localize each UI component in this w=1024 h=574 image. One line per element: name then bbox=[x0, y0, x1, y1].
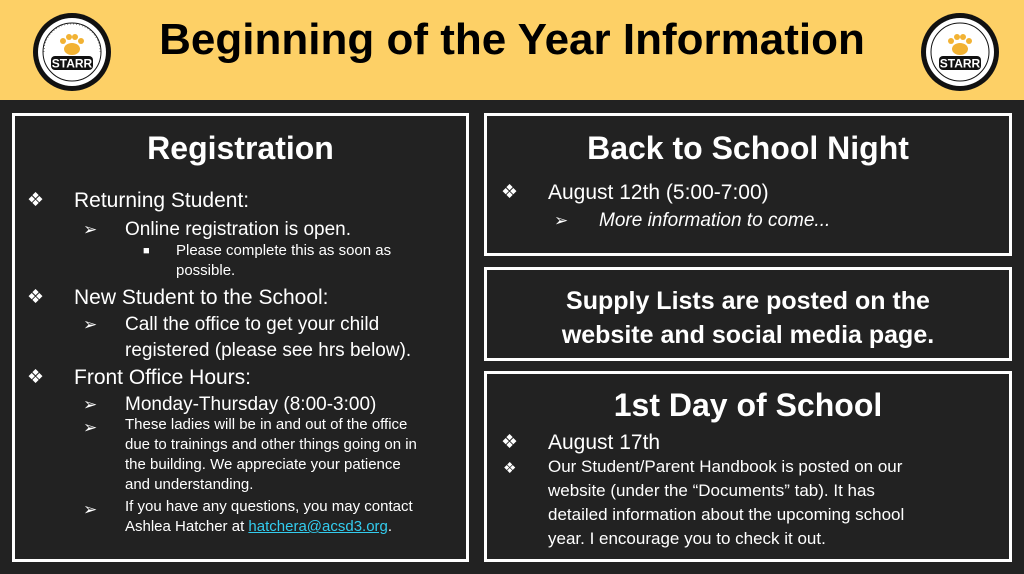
handbook-line1: Our Student/Parent Handbook is posted on our bbox=[548, 457, 903, 476]
diamond-bullet-icon: ❖ bbox=[27, 190, 45, 211]
logo-left-name: STARR bbox=[51, 56, 93, 71]
back-to-school-date: August 12th (5:00-7:00) bbox=[548, 181, 769, 204]
complete-note-line1: Please complete this as soon as bbox=[176, 242, 392, 259]
arrow-bullet-icon: ➢ bbox=[554, 211, 569, 230]
handbook-line2: website (under the “Documents” tab). It has bbox=[548, 481, 875, 500]
supply-line2: website and social media page. bbox=[561, 321, 935, 349]
arrow-bullet-icon: ➢ bbox=[83, 500, 98, 519]
registration-title: Registration bbox=[147, 130, 334, 166]
arrow-bullet-icon: ➢ bbox=[83, 418, 98, 437]
office-note-line3: the building. We appreciate your patience bbox=[125, 456, 401, 473]
first-day-date: August 17th bbox=[548, 431, 661, 454]
office-hours-text: Monday-Thursday (8:00-3:00) bbox=[125, 394, 377, 415]
office-note-line2: due to trainings and other things going on in bbox=[125, 436, 417, 453]
back-to-school-note: More information to come... bbox=[599, 210, 831, 231]
arrow-bullet-icon: ➢ bbox=[83, 315, 98, 334]
first-day-panel bbox=[484, 371, 1012, 562]
page-title: Beginning of the Year Information bbox=[159, 15, 865, 64]
school-logo-right bbox=[920, 12, 1000, 92]
diamond-bullet-icon: ❖ bbox=[27, 367, 45, 388]
arrow-bullet-icon: ➢ bbox=[83, 395, 98, 414]
first-day-title: 1st Day of School bbox=[613, 387, 883, 423]
new-student-label: New Student to the School: bbox=[74, 286, 329, 309]
back-to-school-panel bbox=[484, 113, 1012, 256]
supply-lists-text bbox=[487, 284, 1009, 352]
office-note-line4: and understanding. bbox=[125, 476, 254, 493]
office-note-line1: These ladies will be in and out of the office bbox=[125, 416, 408, 433]
contact-line2 bbox=[125, 517, 392, 537]
contact-prefix: Ashlea Hatcher at bbox=[125, 518, 249, 535]
diamond-bullet-icon: ❖ bbox=[503, 460, 517, 477]
square-bullet-icon: ■ bbox=[143, 245, 150, 257]
contact-line1: If you have any questions, you may contact bbox=[125, 498, 413, 515]
contact-email-link[interactable]: hatchera@acsd3.org bbox=[248, 518, 388, 535]
diamond-bullet-icon: ❖ bbox=[501, 432, 519, 453]
handbook-line3: detailed information about the upcoming school bbox=[548, 505, 905, 524]
handbook-line4: year. I encourage you to check it out. bbox=[548, 529, 826, 548]
logo-right-name: STARR bbox=[939, 56, 981, 71]
call-office-line1: Call the office to get your child bbox=[125, 314, 380, 335]
arrow-bullet-icon: ➢ bbox=[83, 220, 98, 239]
office-hours-label: Front Office Hours: bbox=[74, 366, 252, 389]
contact-suffix: . bbox=[387, 518, 393, 535]
call-office-line2: registered (please see hrs below). bbox=[125, 340, 412, 361]
online-registration-text: Online registration is open. bbox=[125, 219, 352, 240]
header-banner bbox=[0, 0, 1024, 100]
complete-note-line2: possible. bbox=[176, 262, 236, 279]
returning-student-label: Returning Student: bbox=[74, 189, 250, 212]
back-to-school-title: Back to School Night bbox=[587, 130, 909, 166]
supply-lists-panel bbox=[484, 267, 1012, 361]
diamond-bullet-icon: ❖ bbox=[27, 287, 45, 308]
diamond-bullet-icon: ❖ bbox=[501, 182, 519, 203]
registration-panel bbox=[12, 113, 469, 562]
supply-line1: Supply Lists are posted on the bbox=[566, 287, 930, 315]
